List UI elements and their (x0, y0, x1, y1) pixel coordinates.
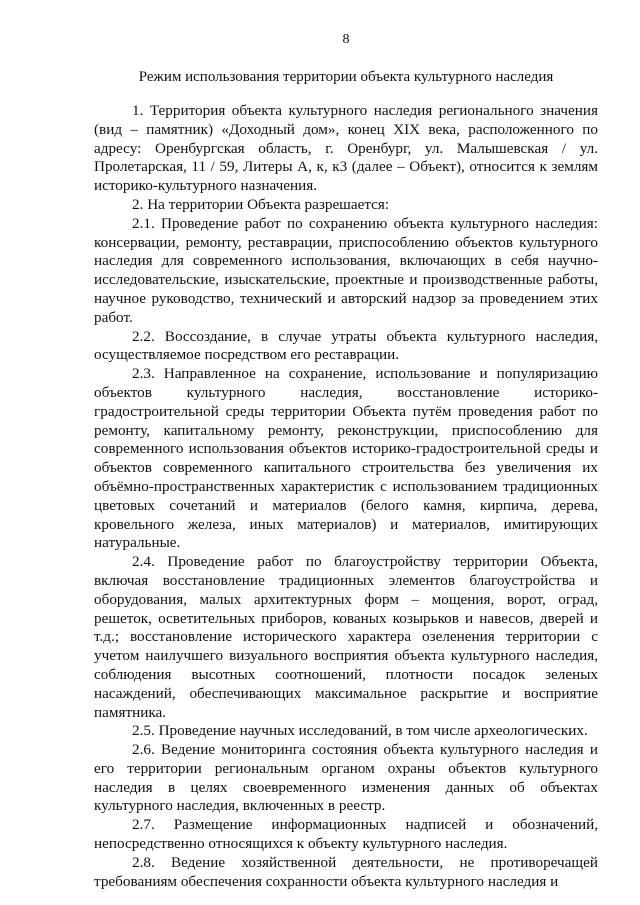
paragraph-2: 2. На территории Объекта разрешается: (132, 195, 390, 213)
document-body (94, 102, 598, 891)
paragraph-2-4: 2.4. Проведение работ по благоустройству территории Объекта, включая восстановление традиционных элементов благоустройства и оборудования, малых архитектурных форм – мощения, ворот, оград, решеток, осветительных приборов, кованых козырьков и навесов, дверей и т.д.; восстановление исторического характера озеленения территории с учетом наилучшего визуального восприятия объекта культурного наследия, соблюдения высотных соотношений, плотности посадок зеленых насаждений, обеспечивающих максимальное раскрытие и восприятие памятника. (94, 553, 598, 721)
document-title: Режим использования территории объекта культурного наследия (138, 69, 554, 85)
page-number: 8 (342, 32, 350, 47)
paragraph-2-5: 2.5. Проведение научных исследований, в том числе археологических. (132, 722, 588, 740)
paragraph-2-7: 2.7. Размещение информационных надписей и обозначений, непосредственно относящихся к объекту культурного наследия. (94, 816, 598, 853)
paragraph-1: 1. Территория объекта культурного наследия регионального значения (вид – памятник) «Доходный дом», конец XIX века, расположенного по адресу: Оренбургская область, г. Оренбург, ул. Малышевская / ул. Пролетарская, 11 / 59, Литеры А, к, к3 (далее – Объект), относится к землям историко-культурного назначения. (94, 102, 598, 195)
paragraph-2-3: 2.3. Направленное на сохранение, использование и популяризацию объектов культурного наследия, восстановление историко-градостроительной среды территории Объекта путём проведения работ по ремонту, капитальному ремонту, реконструкции, приспособлению для современного использования объектов историко-градостроительной среды и объектов современного капитального строительства без увеличения их объёмно-пространственных характеристик с использованием традиционных цветовых сочетаний и материалов (белого камня, кирпича, дерева, кровельного железа, иных материалов) и материалов, имитирующих натуральные. (94, 365, 598, 552)
paragraph-2-6: 2.6. Ведение мониторинга состояния объекта культурного наследия и его территории региональным органом охраны объектов культурного наследия в целях своевременного изменения данных об объектах культурного наследия, включенных в реестр. (94, 741, 598, 815)
paragraph-2-8: 2.8. Ведение хозяйственной деятельности, не противоречащей требованиям обеспечения сохранности объекта культурного наследия и (94, 853, 598, 890)
paragraph-2-2: 2.2. Воссоздание, в случае утраты объекта культурного наследия, осуществляемое посредством его реставрации. (94, 327, 598, 364)
paragraph-2-1: 2.1. Проведение работ по сохранению объекта культурного наследия: консервации, ремонту, реставрации, приспособлению объектов культурного наследия для современного использования, включающих в себя научно-исследовательские, изыскательские, проектные и производственные работы, научное руководство, технический и авторский надзор за проведением этих работ. (94, 214, 598, 326)
